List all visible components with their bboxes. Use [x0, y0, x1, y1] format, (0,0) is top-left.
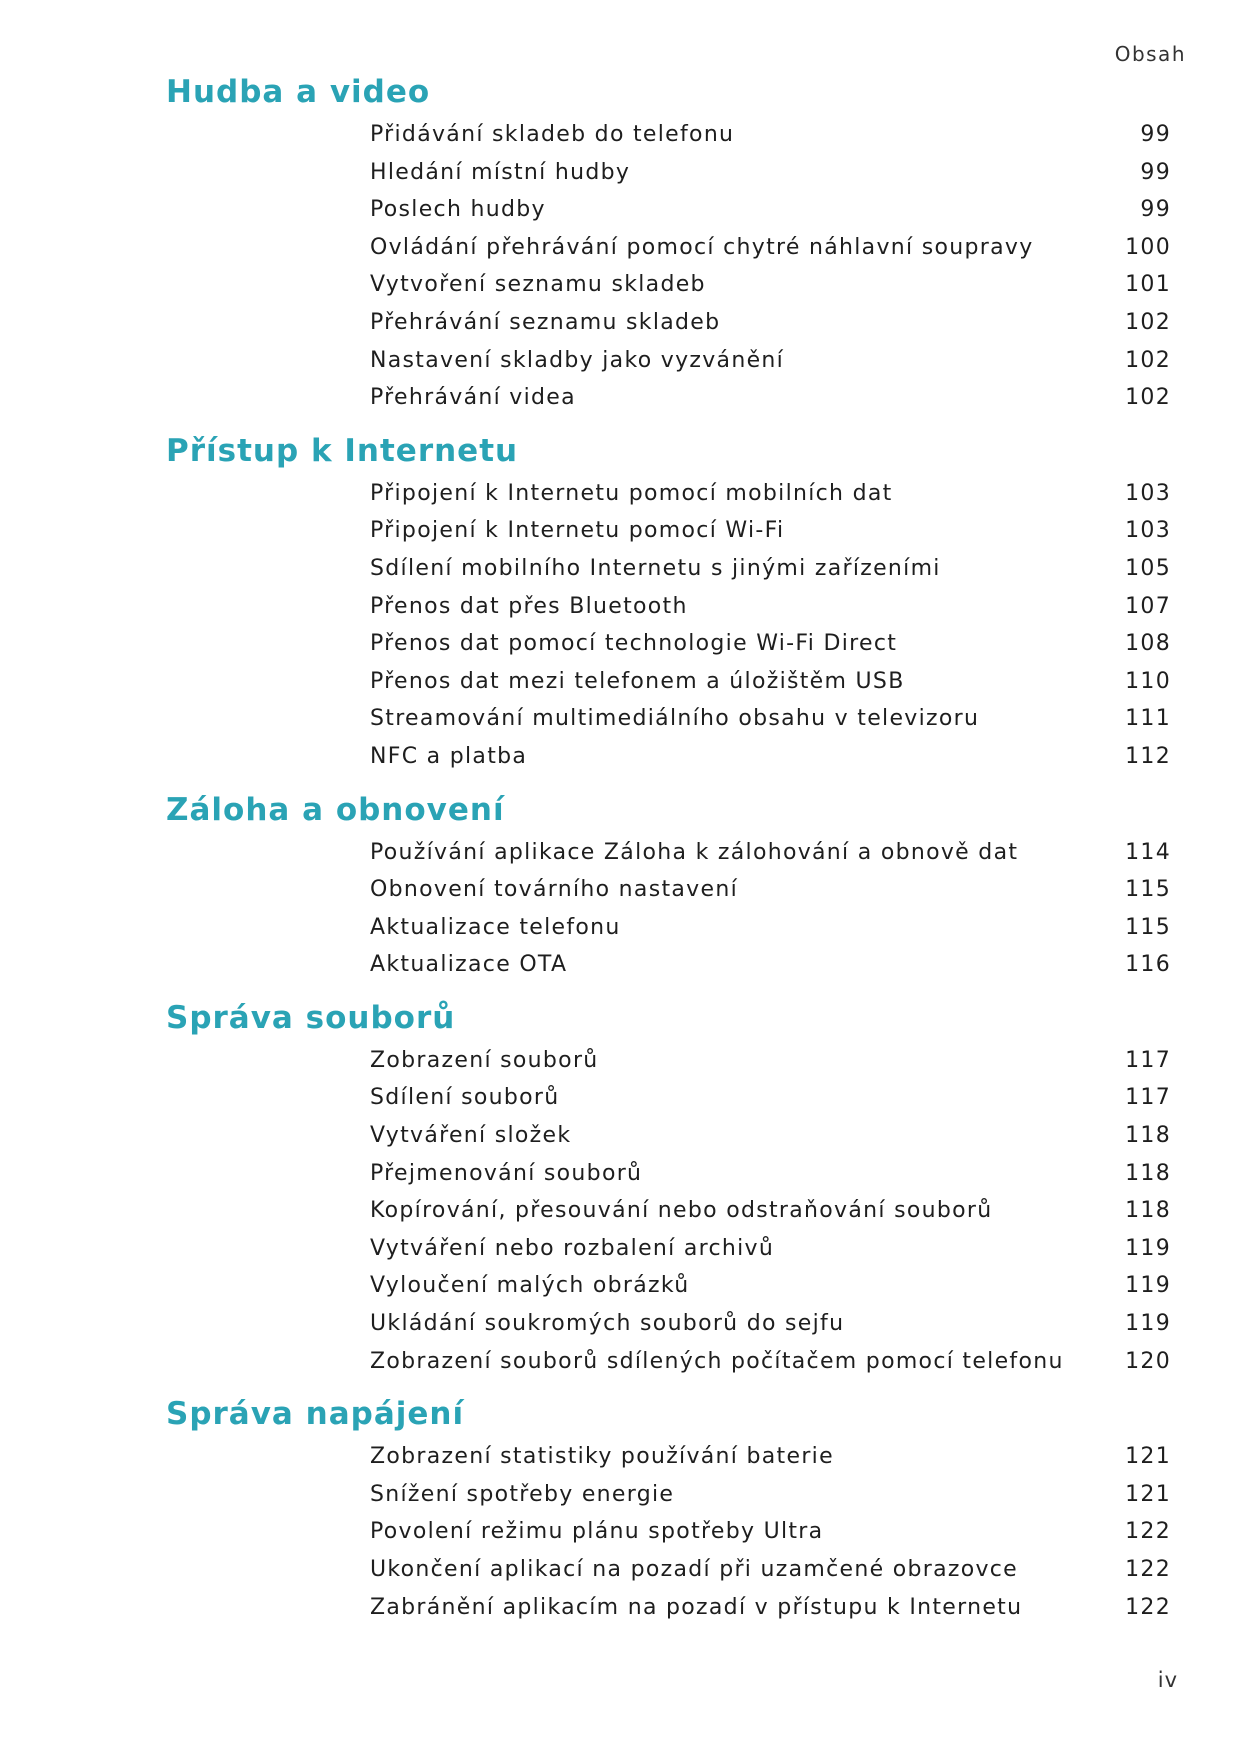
toc-entry-page-number[interactable]: 119 [1125, 1273, 1171, 1299]
toc-entry[interactable] [370, 631, 1171, 669]
toc-entry-title[interactable]: Nastavení skladby jako vyzvánění [370, 347, 785, 373]
toc-entry[interactable] [370, 1085, 1171, 1123]
toc-entry[interactable] [370, 160, 1171, 198]
toc-entry[interactable] [370, 952, 1171, 990]
toc-entry[interactable] [370, 840, 1171, 878]
toc-entry-title[interactable]: Kopírování, přesouvání nebo odstraňování souborů [370, 1198, 993, 1224]
toc-entry[interactable] [370, 197, 1171, 235]
page-number: iv [1157, 1668, 1178, 1692]
toc-entry[interactable] [370, 310, 1171, 348]
toc-entry[interactable] [370, 1311, 1171, 1349]
toc-entry-title[interactable]: Zobrazení souborů sdílených počítačem pomocí telefonu [370, 1348, 1064, 1374]
toc-entry[interactable] [370, 669, 1171, 707]
toc-entry[interactable] [370, 1482, 1171, 1520]
toc-entry-page-number[interactable]: 101 [1125, 272, 1171, 298]
toc-entry-title[interactable]: Připojení k Internetu pomocí Wi-Fi [370, 518, 785, 544]
section-title[interactable]: Správa souborů [166, 999, 456, 1036]
toc-entry-page-number[interactable]: 105 [1125, 555, 1171, 581]
toc-entry-title[interactable]: Přenos dat přes Bluetooth [370, 593, 688, 619]
toc-entry-title[interactable]: Vytvoření seznamu skladeb [370, 272, 706, 298]
toc-entry-title[interactable]: Sdílení souborů [370, 1085, 560, 1111]
toc-entry-title[interactable]: Vytváření složek [370, 1123, 572, 1149]
toc-entry-page-number[interactable]: 100 [1125, 234, 1171, 260]
toc-entry-title[interactable]: Přejmenování souborů [370, 1160, 643, 1186]
toc-section [0, 790, 1240, 990]
section-title[interactable]: Hudba a video [166, 74, 431, 110]
toc-section [0, 431, 1240, 782]
toc-entry[interactable] [370, 594, 1171, 632]
toc-entry[interactable] [370, 1236, 1171, 1274]
toc-entry[interactable] [370, 744, 1171, 782]
toc-section [0, 998, 1240, 1386]
section-title[interactable]: Správa napájení [166, 1396, 465, 1433]
toc-entry-page-number[interactable]: 118 [1125, 1123, 1171, 1149]
toc-entry-title[interactable]: Sdílení mobilního Internetu s jinými zařízeními [370, 555, 941, 581]
toc-entry[interactable] [370, 1595, 1171, 1633]
toc-entry-page-number[interactable]: 102 [1125, 347, 1171, 373]
toc-entry-page-number[interactable]: 102 [1125, 309, 1171, 335]
toc-entry-page-number[interactable]: 122 [1125, 1594, 1171, 1620]
toc-entry-page-number[interactable]: 117 [1125, 1047, 1171, 1073]
toc-entry-title[interactable]: Připojení k Internetu pomocí mobilních dat [370, 480, 893, 506]
toc-entry-title[interactable]: Obnovení továrního nastavení [370, 877, 738, 903]
toc-entry-page-number[interactable]: 114 [1125, 839, 1171, 865]
table-of-contents [0, 72, 1240, 1632]
toc-entry[interactable] [370, 877, 1171, 915]
toc-entry[interactable] [370, 272, 1171, 310]
toc-entry-title[interactable]: Vytváření nebo rozbalení archivů [370, 1235, 775, 1261]
toc-entry-title[interactable]: Zabránění aplikacím na pozadí v přístupu k Internetu [370, 1594, 1023, 1620]
toc-entry[interactable] [370, 706, 1171, 744]
toc-entry-title[interactable]: Přidávání skladeb do telefonu [370, 122, 735, 147]
toc-entry-title[interactable]: Vyloučení malých obrázků [370, 1273, 690, 1299]
toc-entry-page-number[interactable]: 119 [1125, 1235, 1171, 1261]
toc-entry-page-number[interactable]: 112 [1125, 743, 1171, 769]
toc-entry-page-number[interactable]: 121 [1125, 1481, 1171, 1507]
toc-entry-page-number[interactable]: 115 [1125, 914, 1171, 940]
section-title[interactable]: Záloha a obnovení [166, 791, 505, 828]
toc-entry-page-number[interactable]: 110 [1125, 668, 1171, 694]
toc-entry-page-number[interactable]: 99 [1140, 197, 1171, 223]
toc-entry-page-number[interactable]: 116 [1125, 952, 1171, 978]
toc-section [0, 72, 1240, 423]
toc-entry-title[interactable]: Ukončení aplikací na pozadí při uzamčené obrazovce [370, 1557, 1019, 1582]
toc-entry-page-number[interactable]: 111 [1125, 706, 1171, 732]
toc-entry[interactable] [370, 235, 1171, 273]
toc-entry[interactable] [370, 481, 1171, 519]
toc-entry-page-number[interactable]: 119 [1125, 1311, 1171, 1337]
toc-entry-page-number[interactable]: 115 [1125, 877, 1171, 903]
toc-entry-title[interactable]: Aktualizace telefonu [370, 914, 621, 940]
toc-entry-title[interactable]: Povolení režimu plánu spotřeby Ultra [370, 1519, 824, 1545]
toc-entry[interactable] [370, 915, 1171, 953]
toc-entry-page-number[interactable]: 117 [1125, 1085, 1171, 1111]
toc-entry-page-number[interactable]: 107 [1125, 593, 1171, 619]
toc-entry-page-number[interactable]: 122 [1125, 1519, 1171, 1545]
toc-section [0, 1394, 1240, 1632]
toc-entry-page-number[interactable]: 99 [1140, 122, 1171, 147]
toc-entry[interactable] [370, 1198, 1171, 1236]
toc-entry-page-number[interactable]: 118 [1125, 1160, 1171, 1186]
toc-entry-title[interactable]: Ovládání přehrávání pomocí chytré náhlavní soupravy [370, 234, 1034, 260]
toc-entry[interactable] [370, 122, 1171, 160]
toc-entry-page-number[interactable]: 103 [1125, 518, 1171, 544]
toc-entry-page-number[interactable]: 120 [1125, 1348, 1171, 1374]
toc-entry-title[interactable]: Ukládání soukromých souborů do sejfu [370, 1311, 845, 1337]
toc-entry-title[interactable]: Hledání místní hudby [370, 159, 631, 185]
toc-entry[interactable] [370, 1048, 1171, 1086]
toc-entry-title[interactable]: Přenos dat pomocí technologie Wi-Fi Direct [370, 631, 898, 657]
section-title[interactable]: Přístup k Internetu [166, 432, 519, 469]
toc-entry-page-number[interactable]: 121 [1125, 1444, 1171, 1470]
toc-entry-title[interactable]: NFC a platba [370, 743, 528, 769]
toc-entry[interactable] [370, 348, 1171, 386]
toc-entry-title[interactable]: Poslech hudby [370, 197, 546, 223]
toc-entry-title[interactable]: Přehrávání videa [370, 385, 576, 411]
toc-entry-title[interactable]: Aktualizace OTA [370, 952, 568, 978]
toc-entry[interactable] [370, 1444, 1171, 1482]
toc-entry-title[interactable]: Přenos dat mezi telefonem a úložištěm USB [370, 668, 905, 694]
toc-entry-title[interactable]: Zobrazení souborů [370, 1047, 599, 1073]
toc-entry[interactable] [370, 1123, 1171, 1161]
toc-entry-page-number[interactable]: 108 [1125, 631, 1171, 657]
toc-entry-page-number[interactable]: 118 [1125, 1198, 1171, 1224]
toc-entry[interactable] [370, 556, 1171, 594]
toc-entry-title[interactable]: Používání aplikace Záloha k zálohování a obnově dat [370, 839, 1019, 865]
toc-entry-page-number[interactable]: 99 [1140, 159, 1171, 185]
toc-entry[interactable] [370, 1161, 1171, 1199]
toc-entry[interactable] [370, 1519, 1171, 1557]
toc-entry-title[interactable]: Přehrávání seznamu skladeb [370, 309, 721, 335]
toc-entry-title[interactable]: Snížení spotřeby energie [370, 1481, 675, 1507]
toc-entry[interactable] [370, 518, 1171, 556]
toc-entry[interactable] [370, 1273, 1171, 1311]
toc-entry[interactable] [370, 1349, 1171, 1387]
toc-entry-page-number[interactable]: 102 [1125, 385, 1171, 411]
toc-entry-page-number[interactable]: 122 [1125, 1557, 1171, 1582]
toc-entry-page-number[interactable]: 103 [1125, 480, 1171, 506]
running-header: Obsah [1114, 42, 1186, 66]
toc-entry[interactable] [370, 1557, 1171, 1595]
toc-entry-title[interactable]: Streamování multimediálního obsahu v televizoru [370, 706, 980, 732]
toc-entry-title[interactable]: Zobrazení statistiky používání baterie [370, 1444, 834, 1470]
toc-entry[interactable] [370, 385, 1171, 423]
